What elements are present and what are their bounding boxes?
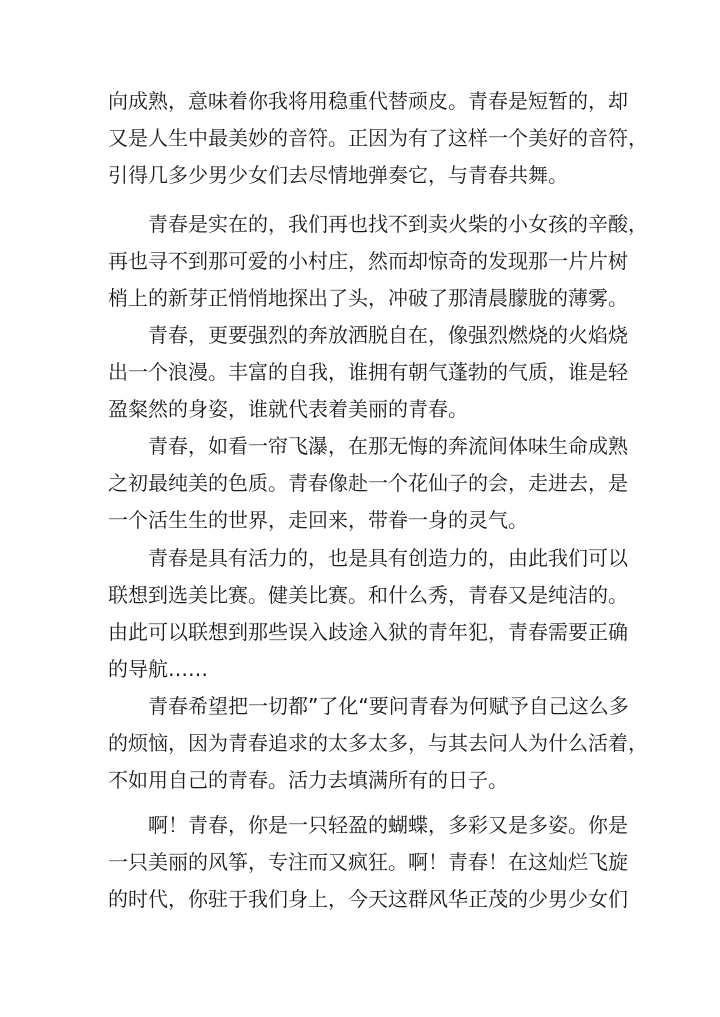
text-line: 青春，如看一帘飞瀑，在那无悔的奔流间体味生命成熟 xyxy=(148,434,628,458)
text-line: 又是人生中最美妙的音符。正因为有了这样一个美好的音符， xyxy=(108,126,648,150)
text-line: 不如用自己的青春。活力去填满所有的日子。 xyxy=(108,768,508,792)
text-line: 一只美丽的风筝，专注而又疯狂。啊！青春！在这灿烂飞旋 xyxy=(108,850,628,874)
text-line: 青春，更要强烈的奔放洒脱自在，像强烈燃烧的火焰烧 xyxy=(148,323,628,347)
text-line: 的导航…… xyxy=(108,657,208,681)
text-line: 由此可以联想到那些误入歧途入狱的青年犯，青春需要正确 xyxy=(108,620,628,644)
text-line: 梢上的新芽正悄悄地探出了头，冲破了那清晨朦胧的薄雾。 xyxy=(108,286,628,310)
text-line: 向成熟，意味着你我将用稳重代替顽皮。青春是短暂的，却 xyxy=(108,89,628,113)
text-line: 青春是具有活力的，也是具有创造力的，由此我们可以 xyxy=(148,546,628,570)
text-line: 之初最纯美的色质。青春像赴一个花仙子的会，走进去，是 xyxy=(108,471,628,495)
text-line: 的时代，你驻于我们身上，今天这群风华正茂的少男少女们 xyxy=(108,887,628,911)
text-line: 盈粲然的身姿，谁就代表着美丽的青春。 xyxy=(108,397,468,421)
text-line: 联想到选美比赛。健美比赛。和什么秀，青春又是纯洁的。 xyxy=(108,583,628,607)
text-line: 一个活生生的世界，走回来，带眷一身的灵气。 xyxy=(108,508,528,532)
text-line: 青春是实在的，我们再也找不到卖火柴的小女孩的辛酸， xyxy=(148,212,648,236)
text-line: 啊！青春，你是一只轻盈的蝴蝶，多彩又是多姿。你是 xyxy=(148,813,628,837)
text-line: 再也寻不到那可爱的小村庄，然而却惊奇的发现那一片片树 xyxy=(108,249,628,273)
text-line: 出一个浪漫。丰富的自我，谁拥有朝气蓬勃的气质，谁是轻 xyxy=(108,360,628,384)
text-line: 青春希望把一切都”了化“要问青春为何赋予自己这么多 xyxy=(148,694,629,718)
text-line: 引得几多少男少女们去尽情地弹奏它，与青春共舞。 xyxy=(108,163,568,187)
text-line: 的烦恼，因为青春追求的太多太多，与其去问人为什么活着， xyxy=(108,731,648,755)
